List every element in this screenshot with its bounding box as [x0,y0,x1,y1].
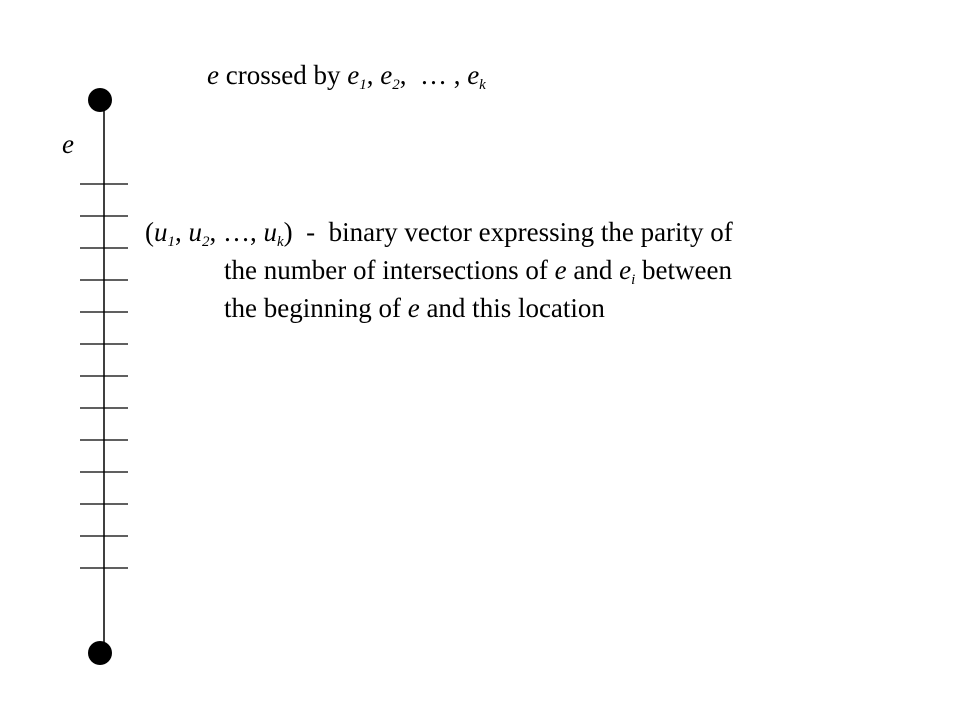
vector-description-line2: the number of intersections of e and $e_i$ between [224,255,732,288]
edge-end-vertex [88,641,112,665]
edge-label: e [62,129,74,159]
vector-description-line3: the beginning of e and this location [224,293,605,323]
diagram-title: e crossed by $e_1$, $e_2$, … , $e_k$ [207,60,486,93]
vector-description-line1: ($u_1$, $u_2$, …, $u_k$) - binary vector expressing the parity of [145,217,733,250]
edge-start-vertex [88,88,112,112]
